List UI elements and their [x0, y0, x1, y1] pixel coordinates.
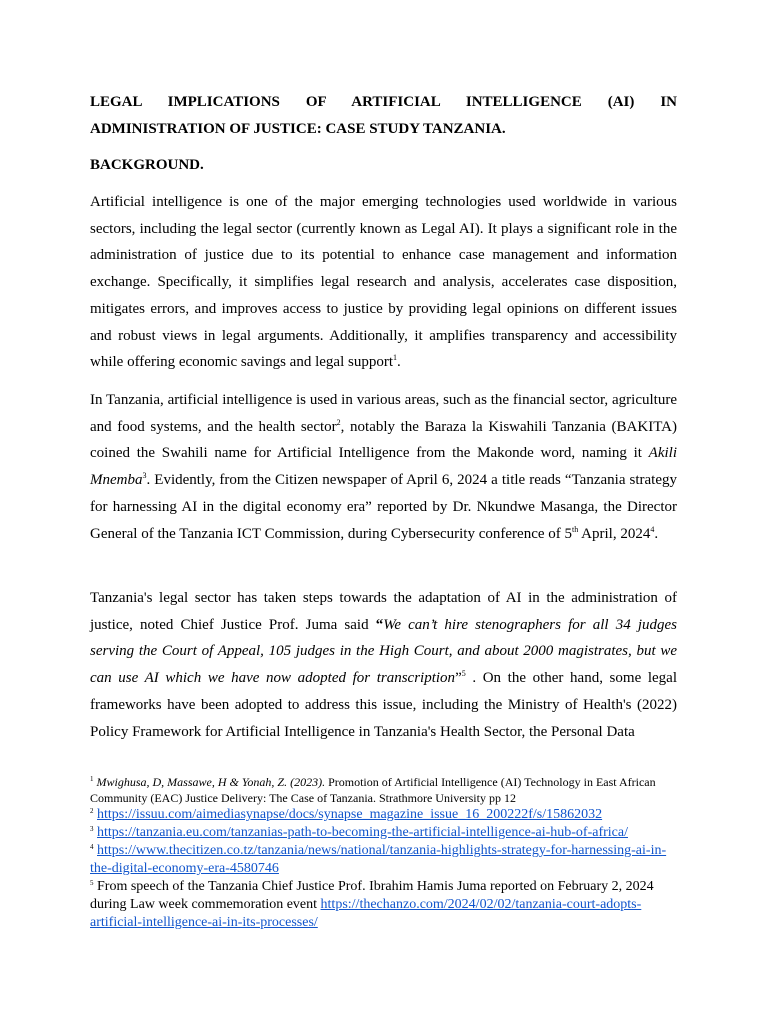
footnote-authors: Mwighusa, D, Massawe, H & Yonah, Z. (2023). [96, 775, 326, 789]
close-quote: ” [455, 670, 462, 687]
footnote-number: 2 [90, 807, 94, 815]
footnote-2 [90, 806, 680, 824]
paragraph-2-end: . [654, 525, 659, 542]
paragraph-2-text-b: , notably the Baraza la Kiswahili Tanzania (BAKITA) coined the Swahili name for Artificial Intelligence from the Makonde word, naming it [90, 418, 677, 462]
footnote-4 [90, 842, 680, 878]
paragraph-1-end: . [396, 354, 401, 371]
ordinal-suffix: th [572, 524, 579, 534]
footnote-text: From speech of the Tanzania Chief Justice Prof. Ibrahim Hamis Juma reported on February 2, 2024 during Law week commemoration event [90, 879, 654, 912]
open-quote: “ [375, 616, 384, 633]
document-title: LEGAL IMPLICATIONS OF ARTIFICIAL INTELLIGENCE (AI) IN ADMINISTRATION OF JUSTICE: CASE STUDY TANZANIA. [90, 94, 677, 137]
footnote-ref-4[interactable]: 4 [650, 524, 655, 534]
footnote-5 [90, 878, 680, 932]
paragraph-2 [90, 387, 677, 547]
footnote-ref-1[interactable]: 1 [392, 353, 397, 363]
paragraph-1-text: Artificial intelligence is one of the major emerging technologies used worldwide in various sectors, including the legal sector (currently known as Legal AI). It plays a significant role in the administration of justice due to its potential to enhance case management and information exchange. Specifically, it simplifies legal research and analysis, accelerates case disposition, mitigates errors, and improves access to justice by providing legal opinions on different issues and robust views in legal arguments. Additionally, it amplifies transparency and accessibility while offering economic savings and legal support [90, 194, 677, 371]
akili-mnemba-term: Akili Mnemba [90, 445, 677, 489]
footnote-link[interactable]: https://tanzania.eu.com/tanzanias-path-to-becoming-the-artificial-intelligence-ai-hub-of-africa/ [97, 825, 628, 840]
section-heading: BACKGROUND. [90, 157, 204, 173]
footnotes-section [90, 774, 680, 932]
footnote-number: 3 [90, 825, 94, 833]
paragraph-2-text-d: April, 2024 [578, 525, 651, 542]
footnote-ref-2[interactable]: 2 [336, 417, 341, 427]
footnote-1 [90, 774, 680, 806]
footnote-ref-3[interactable]: 3 [142, 471, 147, 481]
paragraph-3-text-a: Tanzania's legal sector has taken steps towards the adaptation of AI in the administration of justice, noted Chief Justice Prof. Juma said [90, 590, 677, 633]
footnote-link[interactable]: https://issuu.com/aimediasynapse/docs/synapse_magazine_issue_16_200222f/s/15862032 [97, 807, 603, 822]
footnote-number: 4 [90, 843, 94, 851]
paragraph-2-text-c: . Evidently, from the Citizen newspaper of April 6, 2024 a title reads “Tanzania strategy for harnessing AI in the digital economy era” reported by Dr. Nkundwe Masanga, the Director General of the Tanzania ICT Commission, during Cybersecurity conference of 5 [90, 472, 677, 542]
footnote-3 [90, 824, 680, 842]
footnote-link[interactable]: https://www.thecitizen.co.tz/tanzania/news/national/tanzania-highlights-strategy-for-harnessing-ai-in-the-digital-economy-era-4580746 [90, 843, 667, 876]
paragraph-3-text-b: . On the other hand, some legal frameworks have been adopted to address this issue, including the Ministry of Health's (2022) Policy Framework for Artificial Intelligence in Tanzania's Health Sector, the Personal Data [90, 670, 677, 740]
paragraph-2-text-a: In Tanzania, artificial intelligence is used in various areas, such as the financial sector, agriculture and food systems, and the health sector [90, 392, 677, 435]
chief-justice-quote: We can’t hire stenographers for all 34 judges serving the Court of Appeal, 105 judges in the High Court, and about 2000 magistrates, but we can use AI which we have now adopted for transcription [90, 616, 677, 687]
paragraph-3 [90, 585, 677, 745]
footnote-ref-5[interactable]: 5 [461, 669, 466, 679]
footnote-number: 5 [90, 879, 94, 887]
footnote-text: Promotion of Artificial Intelligence (AI) Technology in East African Community (EAC) Justice Delivery: The Case of Tanzania. Strathmore University pp 12 [90, 775, 656, 805]
footnote-number: 1 [90, 775, 94, 783]
paragraph-1 [90, 189, 677, 376]
footnote-link[interactable]: https://thechanzo.com/2024/02/02/tanzania-court-adopts-artificial-intelligence-ai-in-its-processes/ [90, 897, 642, 930]
